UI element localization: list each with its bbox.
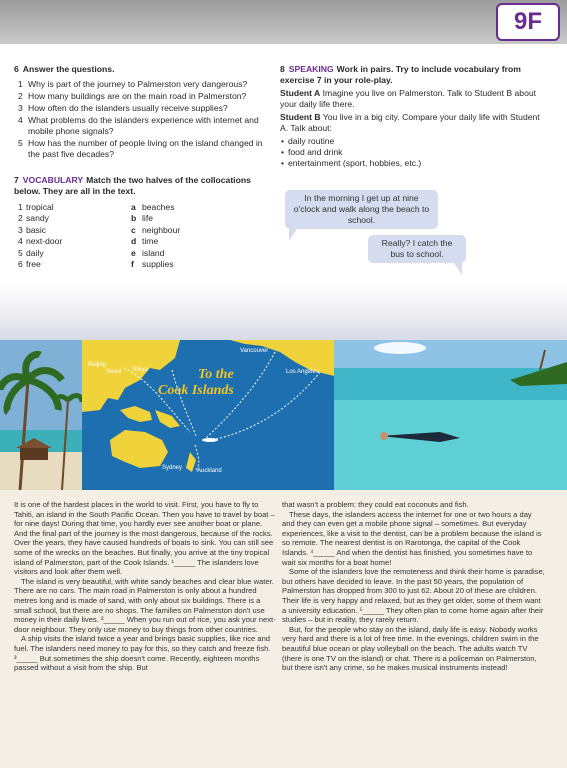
item-letter: b xyxy=(131,213,137,224)
question-number: 3 xyxy=(18,103,23,113)
article-paragraph: The island is very beautiful, with white sandy beaches and clear blue water. There are no cars. The main road in Palmerston is only about a hundred metres long and is made of sand, with only about six buildings. There is a small school, but there are no shops. The families on Palmerston don't use money in their daily lives. ²_____ When you run out of rice, you ask your next-door neighbour. They only use money to buy things from other countries. xyxy=(14,576,276,634)
cook-islands-map xyxy=(82,340,334,490)
list-item xyxy=(14,79,276,90)
question-text: What problems do the islanders experience with internet and mobile phone signals? xyxy=(28,115,259,136)
item-word: supplies xyxy=(142,258,174,269)
question-text: How many buildings are on the main road in Palmerston? xyxy=(28,91,247,101)
exercise-number: 6 xyxy=(14,64,19,74)
item-word: next-door xyxy=(26,236,63,247)
list-item xyxy=(130,248,246,259)
item-word: neighbour xyxy=(142,224,181,235)
list-item xyxy=(14,91,276,102)
city-label-beijing: Beijing xyxy=(88,362,107,368)
list-item xyxy=(14,213,130,224)
article-paragraph: But, for the people who stay on the island, daily life is easy. Nobody works very hard and there is a lot of free time. In the evenings, children swim in the beautiful blue ocean or play volleyball on the beach. The adults watch TV (there is one TV on the island) or chat. There is a policeman on Palmerston, but there isn't any crime, so he makes musical instruments instead! xyxy=(282,624,539,673)
item-word: free xyxy=(26,258,41,269)
exercise-title: Answer the questions. xyxy=(22,64,115,74)
list-item xyxy=(14,138,276,160)
article-column-1 xyxy=(14,500,276,673)
list-item xyxy=(130,225,246,236)
article-paragraph: It is one of the hardest places in the world to visit. First, you have to fly to Tahiti, an island in the South Pacific Ocean. Then you have to travel by boat – for nine days! During that time, you hardly ever see another boat or plane. And the final part of the journey is the most dangerous, because of the rocks. Over the years, they have caused hundreds of boats to sink. You can still see some of the wrecks on the beaches. But finally, you arrive at the tiny tropical island of Palmerston, part of the Cook Islands. ¹_____ The islanders love visitors and look after them well. xyxy=(14,500,275,577)
city-label-sydney: Sydney xyxy=(162,465,183,471)
list-item: • entertainment (sport, hobbies, etc.) xyxy=(280,158,546,169)
article-column-2 xyxy=(282,500,546,673)
item-number: 6 xyxy=(18,258,23,269)
question-text: How has the number of people living on the island changed in the past five decades? xyxy=(28,138,263,159)
student-b-instruction xyxy=(280,112,546,134)
exercise-7 xyxy=(14,175,276,270)
list-item xyxy=(14,248,130,259)
student-task: Imagine you live on Palmerston. Talk to Student B about your daily life there. xyxy=(280,88,537,109)
item-number: 1 xyxy=(18,202,23,212)
question-number: 1 xyxy=(18,79,23,89)
list-item xyxy=(14,103,276,114)
exercise-6 xyxy=(14,64,276,161)
item-letter: d xyxy=(131,236,137,247)
article-paragraph: Some of the islanders love the remoteness and think their home is paradise, but others have decided to leave. In the past 50 years, the population of Palmerston has dropped from 300 to just 62. About 20 of these are children. Their life is very happy and relaxed, but as they get older, some of them want a university education. ⁵_____ They often plan to come home again after their studies – but in reality, they rarely return. xyxy=(282,567,545,625)
article-paragraph: that wasn't a problem: they could eat coconuts and fish. xyxy=(282,500,469,509)
list-item xyxy=(14,225,130,236)
list-item xyxy=(14,202,130,213)
top-banner-strip xyxy=(0,0,567,44)
item-word: sandy xyxy=(26,213,49,224)
exercise-title: Work in pairs. Try to include vocabulary from exercise 7 in your role-play. xyxy=(280,64,521,85)
student-a-instruction xyxy=(280,88,546,110)
list-item: • daily routine xyxy=(280,136,546,147)
item-word: tropical xyxy=(26,202,54,212)
exercise-keyword: SPEAKING xyxy=(288,64,334,74)
list-item xyxy=(14,115,276,137)
city-label-tokyo: Tokyo xyxy=(132,367,148,373)
item-word: time xyxy=(142,236,159,247)
city-label-vancouver: Vancouver xyxy=(240,348,269,354)
list-item xyxy=(130,236,246,247)
exercise-number: 7 xyxy=(14,175,19,185)
right-column xyxy=(130,202,246,270)
item-number: 4 xyxy=(18,236,23,247)
beach-photo xyxy=(0,340,82,490)
left-column xyxy=(14,202,130,270)
banner-illustration xyxy=(0,340,567,490)
map-title-line2: Cook Islands xyxy=(158,383,234,398)
student-name: Student A xyxy=(280,88,321,98)
article-paragraph: These days, the islanders access the internet for one or two hours a day and they can even get a mobile phone signal – sometimes. But everyday experiences, like a visit to the dentist, can be a problem because the island is so remote. The nearest dentist is on Rarotonga, the capital of the Cook Islands. ⁴_____ And when the dentist has finished, you sometimes have to wait six months for a boat home! xyxy=(282,509,542,567)
exercise-7-heading xyxy=(14,175,276,197)
student-task: You live in a big city. Compare your daily life with Student A. Talk about: xyxy=(280,112,540,133)
speech-bubble-student-b: Really? I catch the bus to school. xyxy=(368,235,466,263)
exercise-title: Match the two halves of the collocations below. They are all in the text. xyxy=(14,175,251,196)
city-label-seoul: Seoul xyxy=(106,369,122,375)
item-word: island xyxy=(142,247,165,258)
exercise-number: 8 xyxy=(280,64,285,74)
item-letter: e xyxy=(131,247,136,258)
item-word: basic xyxy=(26,224,47,235)
city-label-los-angeles: Los Angeles xyxy=(286,369,319,375)
list-item xyxy=(14,259,130,270)
article-paragraph: A ship visits the island twice a year and brings basic supplies, like rice and fuel. The islanders need money to pay for this, so they catch and freeze fish. ³_____ But sometimes the ship doesn't come. Recently, eighteen months passed without a visit from the ship. But xyxy=(14,634,271,673)
question-list xyxy=(14,79,276,160)
list-item xyxy=(130,202,246,213)
item-letter: c xyxy=(131,224,136,235)
exercise-keyword: VOCABULARY xyxy=(22,175,84,185)
item-number: 5 xyxy=(18,247,23,258)
snorkel-photo xyxy=(334,340,567,490)
list-item xyxy=(14,236,130,247)
photo-banner xyxy=(0,340,567,490)
student-name: Student B xyxy=(280,112,321,122)
city-label-auckland: Auckland xyxy=(197,468,222,474)
item-word: life xyxy=(142,213,153,224)
exercise-8 xyxy=(280,64,546,169)
list-item: • food and drink xyxy=(280,147,546,158)
item-letter: a xyxy=(131,202,136,212)
sky-strip xyxy=(0,282,567,340)
item-word: beaches xyxy=(142,202,175,212)
exercise-6-heading xyxy=(14,64,276,75)
item-number: 3 xyxy=(18,224,23,235)
map-title-line1: To the xyxy=(198,367,234,382)
item-number: 2 xyxy=(18,213,23,224)
collocation-match-table xyxy=(14,202,276,270)
speech-bubble-student-a: In the morning I get up at nine o'clock and walk along the beach to school. xyxy=(285,190,438,229)
exercise-8-heading xyxy=(280,64,546,86)
item-word: daily xyxy=(26,247,44,258)
unit-label: 9F xyxy=(496,3,560,41)
list-item xyxy=(130,259,246,270)
topic-bullet-list xyxy=(280,136,546,169)
question-number: 4 xyxy=(18,115,23,125)
question-text: Why is part of the journey to Palmerston very dangerous? xyxy=(28,79,248,89)
item-letter: f xyxy=(131,258,134,269)
question-text: How often do the islanders usually receive supplies? xyxy=(28,103,228,113)
list-item xyxy=(130,213,246,224)
question-number: 5 xyxy=(18,138,23,148)
question-number: 2 xyxy=(18,91,23,101)
